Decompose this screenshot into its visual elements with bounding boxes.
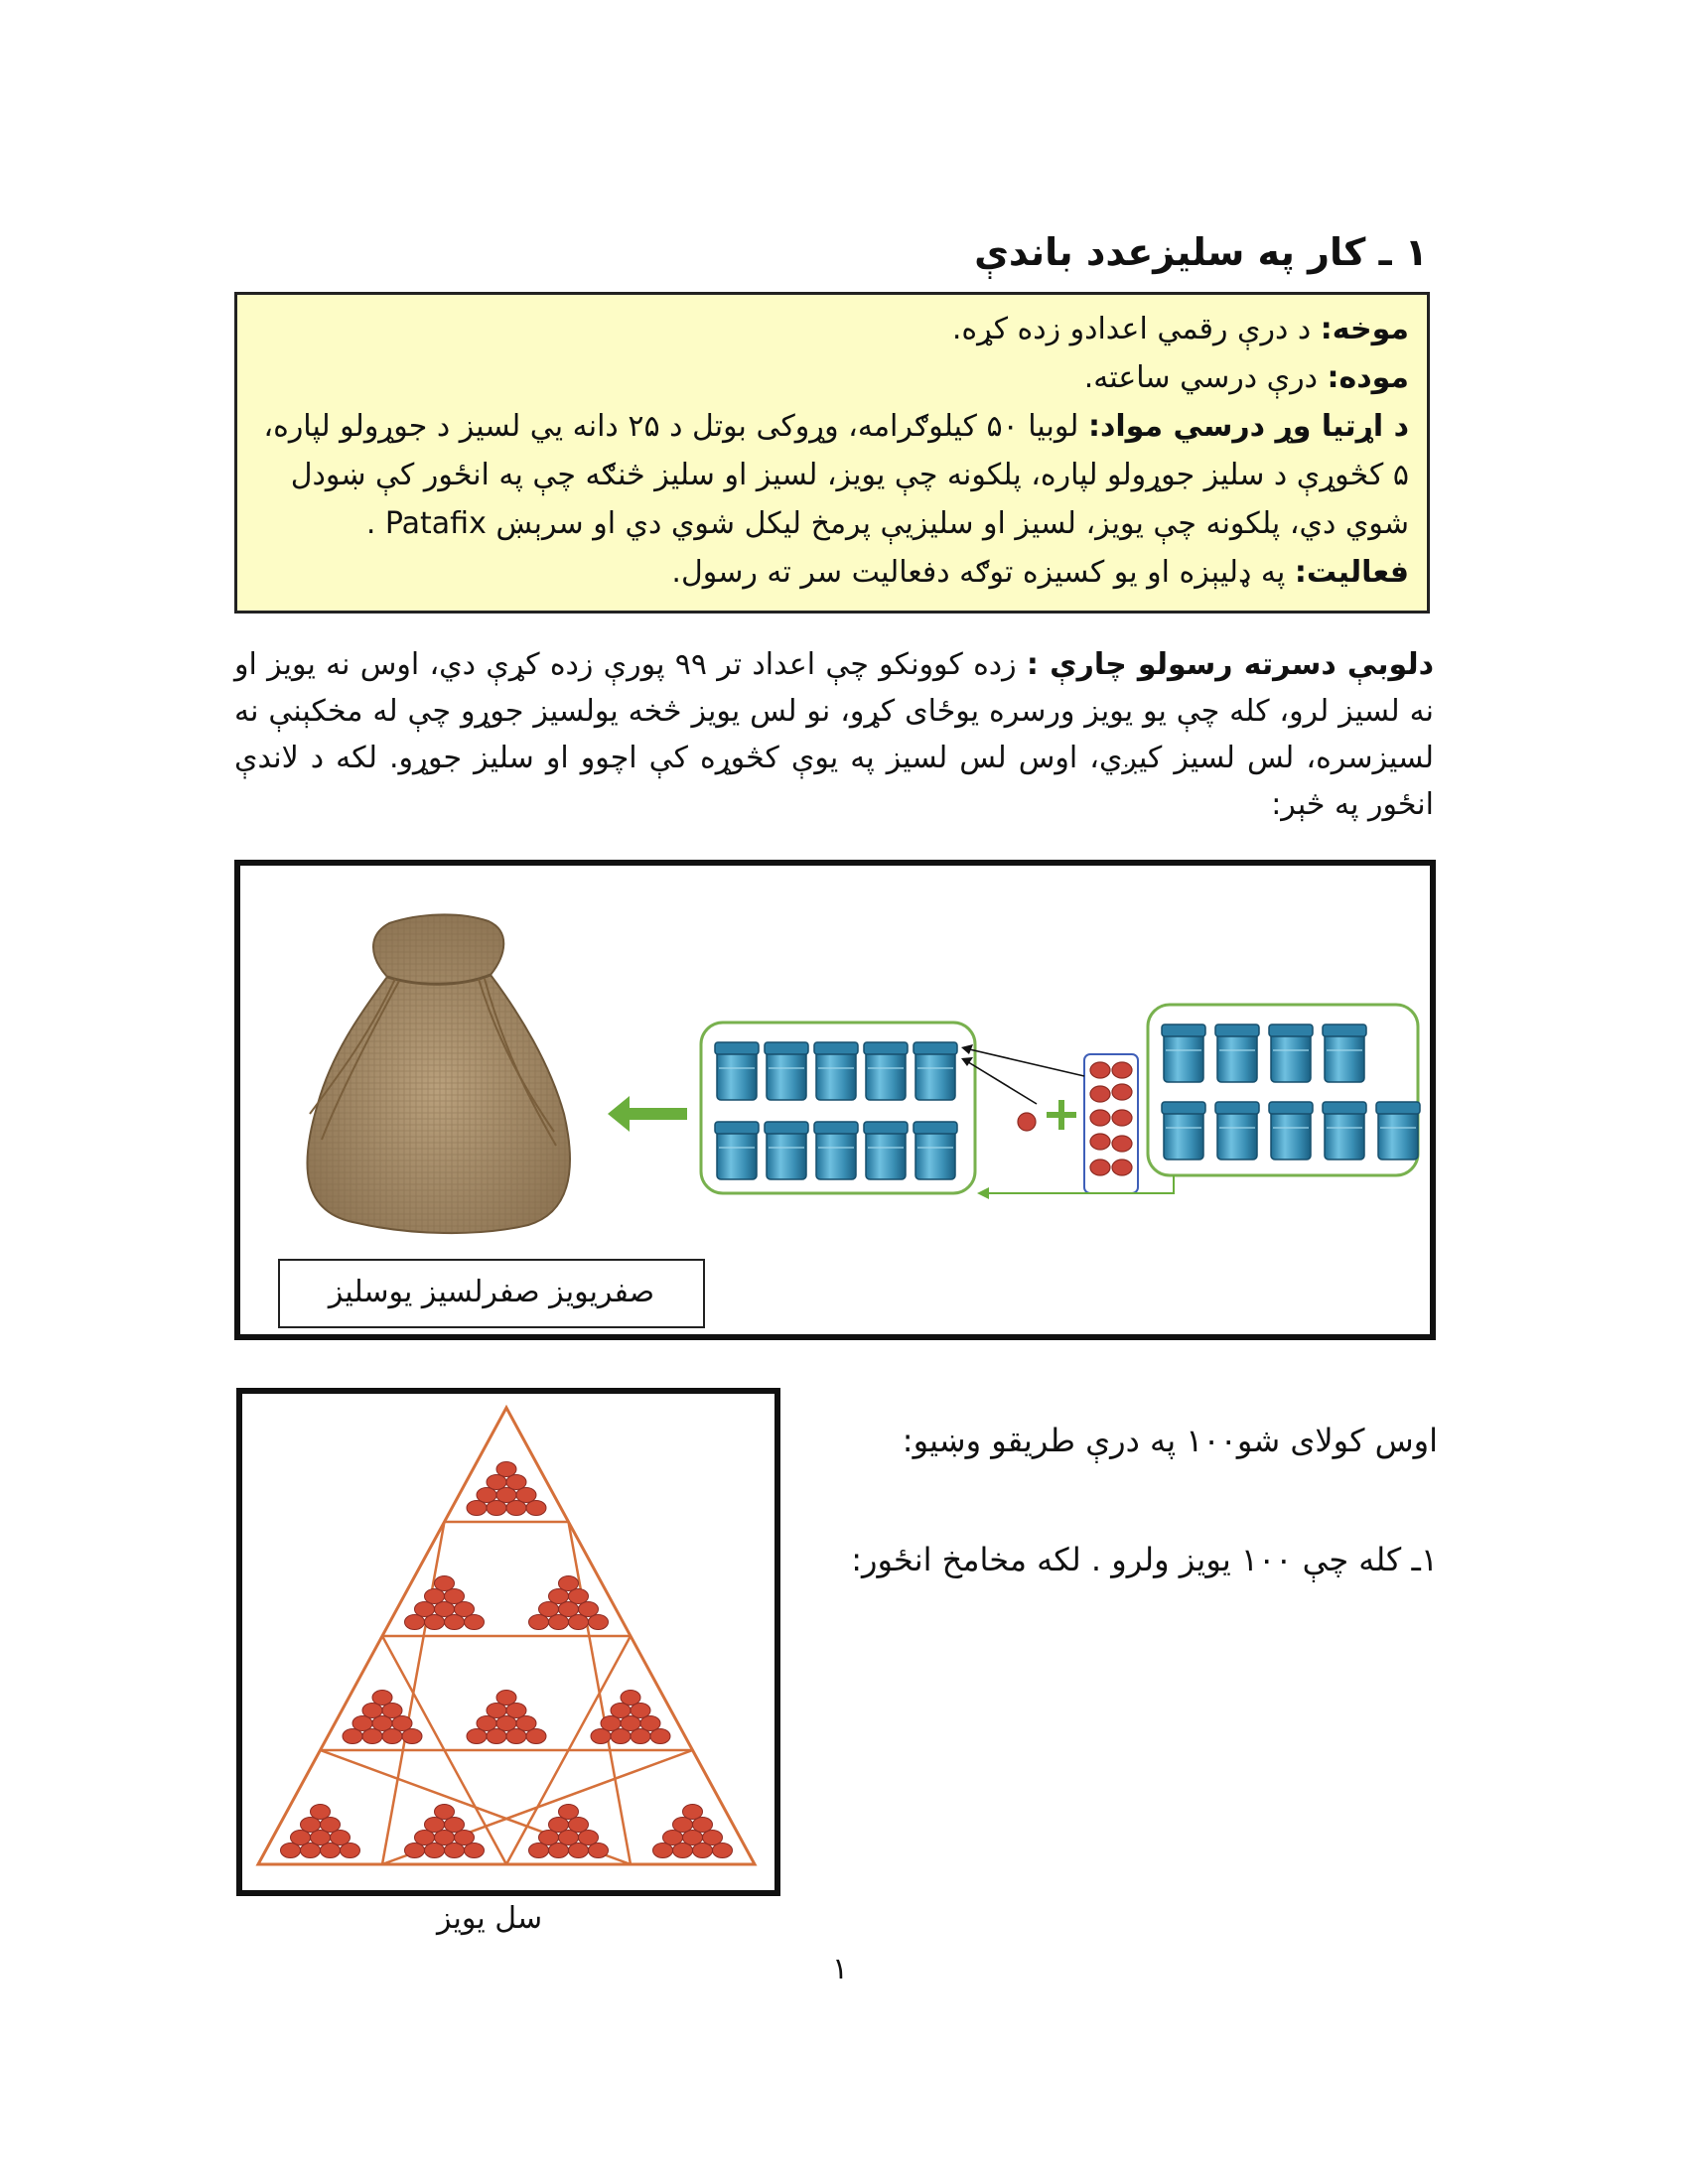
method-text: زده کوونکو چې اعداد تر ۹۹ پورې زده کړې دي، اوس نه يويز او نه لسيز لرو، کله چې يو يويز ورسره يوځای کړو، نو لس يويز څخه يولسيز جوړو چې له مخکېنې نه لسيزسره، لس لسيز کيږي، اوس لس لسيز په يوې کڅوړه کې اچوو او سليز جوړو. لکه د لاندې انځور په څېر: [234, 647, 1434, 822]
jar-icon [1162, 1024, 1205, 1082]
bean [425, 1615, 445, 1630]
jar-icon [715, 1042, 759, 1100]
jar-icon [914, 1122, 957, 1179]
bean [487, 1704, 506, 1718]
jar-icon [765, 1042, 808, 1100]
bean [311, 1805, 331, 1820]
bean [321, 1818, 341, 1833]
materials-text: لوبيا ۵۰ کيلوګرامه، وړوکی بوتل د ۲۵ دانه يي لسيز د جوړولو لپاره، ۵ کڅوړې د سليز جوړولو لپاره، پلکونه چې يويز، لسيز او سليز څنګه چې په انځور کې ښودل شوي دي، پلکونه چې يويز، لسيز او سليزيې پرمخ ليکل شوي دي او سرېښ Patafix . [263, 409, 1409, 541]
bean [487, 1501, 506, 1516]
bean [1112, 1110, 1132, 1126]
bean [589, 1843, 609, 1858]
figure1-caption: صفريويز صفرلسيز يوسليز [278, 1259, 705, 1328]
bean [425, 1589, 445, 1604]
jar-icon [1215, 1024, 1259, 1082]
materials-line [255, 402, 1409, 548]
bean [405, 1843, 425, 1858]
bean-pile [467, 1462, 546, 1516]
bean [496, 1691, 516, 1706]
bean [516, 1488, 536, 1503]
bean [487, 1475, 506, 1490]
triangle-illustration [242, 1394, 774, 1890]
bean [683, 1831, 703, 1845]
duration-label: موده: [1327, 360, 1409, 395]
bean [1112, 1062, 1132, 1078]
method-one-text: ۱ـ کله چې ۱۰۰ يويز ولرو . لکه مخامخ انځور: [851, 1541, 1438, 1578]
bean [301, 1843, 321, 1858]
bean [435, 1602, 455, 1617]
bean [601, 1716, 621, 1731]
method-paragraph [234, 641, 1434, 828]
bean [362, 1729, 382, 1744]
goal-label: موخه: [1320, 312, 1409, 346]
bean [640, 1716, 660, 1731]
bean [663, 1831, 683, 1845]
bean [415, 1831, 435, 1845]
page-title: ۱ ـ کار په سليزعدد باندې [974, 230, 1428, 274]
jar-icon [1269, 1102, 1313, 1160]
bean [402, 1729, 422, 1744]
bean [549, 1843, 569, 1858]
bean [362, 1704, 382, 1718]
bean [372, 1691, 392, 1706]
arrow-left-icon [608, 1096, 687, 1132]
bean [539, 1602, 559, 1617]
figure2-caption: سل يويز [437, 1901, 543, 1936]
bean [352, 1716, 372, 1731]
bean [467, 1501, 487, 1516]
bean [445, 1818, 465, 1833]
bean [673, 1818, 693, 1833]
bean [477, 1488, 496, 1503]
jar-icon [864, 1122, 908, 1179]
jar-icon [1269, 1024, 1313, 1082]
bean [549, 1589, 569, 1604]
bean [343, 1729, 362, 1744]
bean [529, 1615, 549, 1630]
activity-label: فعاليت: [1294, 555, 1409, 590]
bean [1090, 1110, 1110, 1126]
bean [425, 1843, 445, 1858]
bean [569, 1615, 589, 1630]
bag-icon [307, 914, 570, 1233]
bean [549, 1615, 569, 1630]
bean [445, 1589, 465, 1604]
bean [569, 1843, 589, 1858]
bean [526, 1729, 546, 1744]
jar-icon [1323, 1024, 1366, 1082]
bean [445, 1615, 465, 1630]
bean [392, 1716, 412, 1731]
bean [703, 1831, 723, 1845]
return-arrow-line [985, 1175, 1174, 1193]
bean [496, 1462, 516, 1477]
lesson-info-box [234, 292, 1430, 614]
bean [1090, 1134, 1110, 1150]
bean [569, 1818, 589, 1833]
bean [467, 1729, 487, 1744]
bean [579, 1831, 599, 1845]
bean [496, 1716, 516, 1731]
duration-line [255, 353, 1409, 402]
bean [382, 1704, 402, 1718]
bean [569, 1589, 589, 1604]
bean [321, 1843, 341, 1858]
bean [673, 1843, 693, 1858]
bean [281, 1843, 301, 1858]
bean [589, 1615, 609, 1630]
bean [1090, 1062, 1110, 1078]
bean-pile [653, 1805, 733, 1858]
hundred-ones-figure [236, 1388, 780, 1896]
bean [650, 1729, 670, 1744]
bean [631, 1704, 650, 1718]
bean [559, 1576, 579, 1591]
bean [516, 1716, 536, 1731]
bean [1112, 1136, 1132, 1152]
bean [455, 1602, 475, 1617]
bean [549, 1818, 569, 1833]
bean-pile [405, 1576, 485, 1630]
bean [1090, 1086, 1110, 1102]
bean [331, 1831, 351, 1845]
bean [435, 1576, 455, 1591]
bean-pile [467, 1691, 546, 1744]
bean [611, 1729, 631, 1744]
jar-icon [914, 1042, 957, 1100]
bean [506, 1729, 526, 1744]
bean [455, 1831, 475, 1845]
bean [435, 1805, 455, 1820]
bean [415, 1602, 435, 1617]
bean-pile [529, 1576, 609, 1630]
bean [341, 1843, 360, 1858]
connector-arrows [965, 1048, 1084, 1104]
bean [477, 1716, 496, 1731]
page-number: ۱ [832, 1952, 849, 1986]
jar-icon [1376, 1102, 1420, 1160]
bean [506, 1475, 526, 1490]
bean [579, 1602, 599, 1617]
bean [559, 1602, 579, 1617]
bean [683, 1805, 703, 1820]
bean [526, 1501, 546, 1516]
bean [496, 1488, 516, 1503]
jar-icon [765, 1122, 808, 1179]
materials-label: د اړتيا وړ درسي مواد: [1088, 409, 1409, 444]
jar-icon [1215, 1102, 1259, 1160]
plus-icon [1047, 1100, 1076, 1130]
jar-icon [1162, 1102, 1205, 1160]
jar-icon [814, 1042, 858, 1100]
bean [311, 1831, 331, 1845]
bean [301, 1818, 321, 1833]
arrow-head-icon [977, 1187, 989, 1199]
jar-icon [1323, 1102, 1366, 1160]
instruction-text: اوس کولای شو۱۰۰ په درې طريقو وښيو: [902, 1422, 1438, 1459]
jar-icon [814, 1122, 858, 1179]
bean [621, 1716, 640, 1731]
bean [435, 1831, 455, 1845]
bean [611, 1704, 631, 1718]
bean [465, 1843, 485, 1858]
bean [291, 1831, 311, 1845]
bean [405, 1615, 425, 1630]
bean [506, 1501, 526, 1516]
bean [559, 1831, 579, 1845]
bean [713, 1843, 733, 1858]
bean [621, 1691, 640, 1706]
bean [1090, 1160, 1110, 1175]
bean [1112, 1160, 1132, 1175]
method-label: دلوبې دسرته رسولو چارې : [1026, 647, 1434, 682]
bean [693, 1843, 713, 1858]
goal-line [255, 305, 1409, 353]
bean [631, 1729, 650, 1744]
bean [445, 1843, 465, 1858]
bean [529, 1843, 549, 1858]
bean [693, 1818, 713, 1833]
bean [591, 1729, 611, 1744]
activity-line [255, 548, 1409, 597]
grouping-figure [234, 860, 1436, 1340]
bean-pile [281, 1805, 360, 1858]
bean [487, 1729, 506, 1744]
bean [465, 1615, 485, 1630]
bean [425, 1818, 445, 1833]
bean [372, 1716, 392, 1731]
bean [653, 1843, 673, 1858]
single-bean [1018, 1113, 1036, 1131]
jar-icon [864, 1042, 908, 1100]
activity-text: په ډليېزه او يو کسيزه توګه دفعاليت سر ته رسول. [671, 555, 1295, 590]
bean [539, 1831, 559, 1845]
bean [382, 1729, 402, 1744]
duration-text: درې درسي ساعته. [1083, 360, 1328, 395]
jar-icon [715, 1122, 759, 1179]
bean [559, 1805, 579, 1820]
goal-text: د درې رقمي اعدادو زده کړه. [951, 312, 1321, 346]
bean [1112, 1084, 1132, 1100]
bean [506, 1704, 526, 1718]
